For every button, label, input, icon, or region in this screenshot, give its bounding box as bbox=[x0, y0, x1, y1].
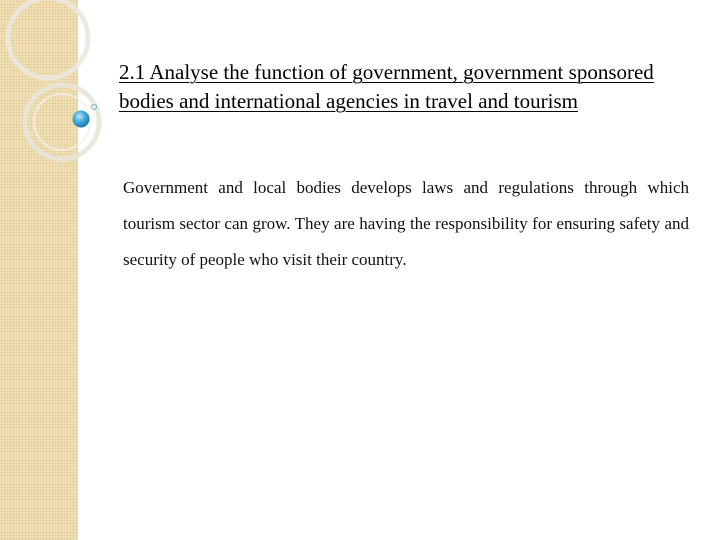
slide-title: 2.1 Analyse the function of government, government sponsored bodies and international agencies in travel and tourism bbox=[119, 60, 654, 113]
accent-dot-icon bbox=[73, 111, 90, 128]
decorative-ring-large bbox=[8, 0, 88, 78]
body-paragraph: Government and local bodies develops laws and regulations through which tourism sector can grow. They are having the responsibility for ensuring safety and security of people who visit their country. bbox=[123, 178, 689, 269]
decorative-rings-graphic bbox=[0, 0, 110, 200]
